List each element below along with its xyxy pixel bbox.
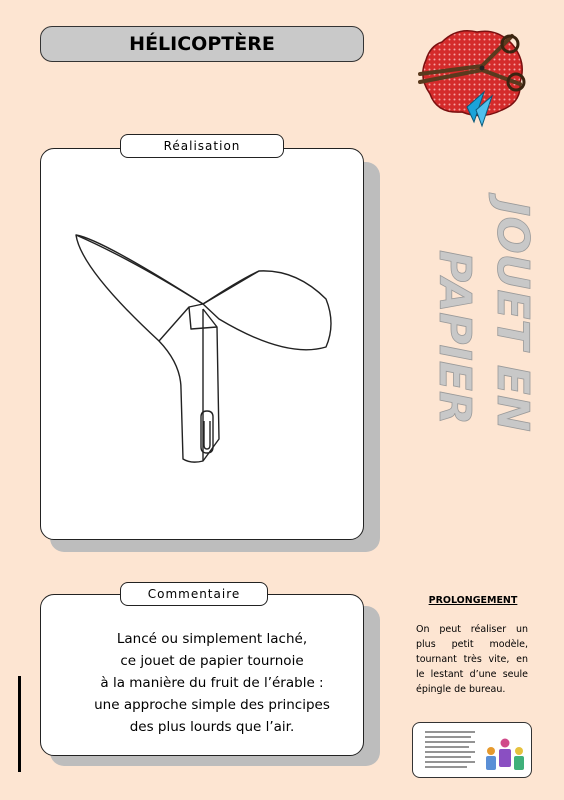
vertical-title xyxy=(418,190,548,540)
commentaire-line: des plus lourds que l’air. xyxy=(129,719,295,735)
realisation-label: Réalisation xyxy=(120,134,284,158)
realisation-panel xyxy=(40,148,364,540)
commentaire-text xyxy=(62,628,362,738)
people-group-icon xyxy=(413,723,531,777)
vertical-title-line-2: PAPIER xyxy=(429,250,480,425)
prolongement-text: On peut réaliser un plus petit modèle, tournant très vite, en le lestant d’une seule épingle de bureau. xyxy=(416,624,528,695)
commentaire-label: Commentaire xyxy=(120,582,268,606)
commentaire-line: Lancé ou simplement laché, xyxy=(116,631,308,647)
margin-bar xyxy=(18,676,21,772)
page-title: HÉLICOPTÈRE xyxy=(40,26,364,62)
badge xyxy=(412,722,532,778)
prolongement-heading: PROLONGEMENT xyxy=(428,595,518,606)
helicopter-illustration xyxy=(41,149,363,539)
commentaire-line: une approche simple des principes xyxy=(94,697,330,713)
commentaire-line: ce jouet de papier tournoie xyxy=(120,653,304,669)
vertical-title-line-1: JOUET EN xyxy=(487,200,538,432)
commentaire-line: à la manière du fruit de l’érable : xyxy=(100,675,324,691)
scissors-paper-logo xyxy=(412,22,532,132)
